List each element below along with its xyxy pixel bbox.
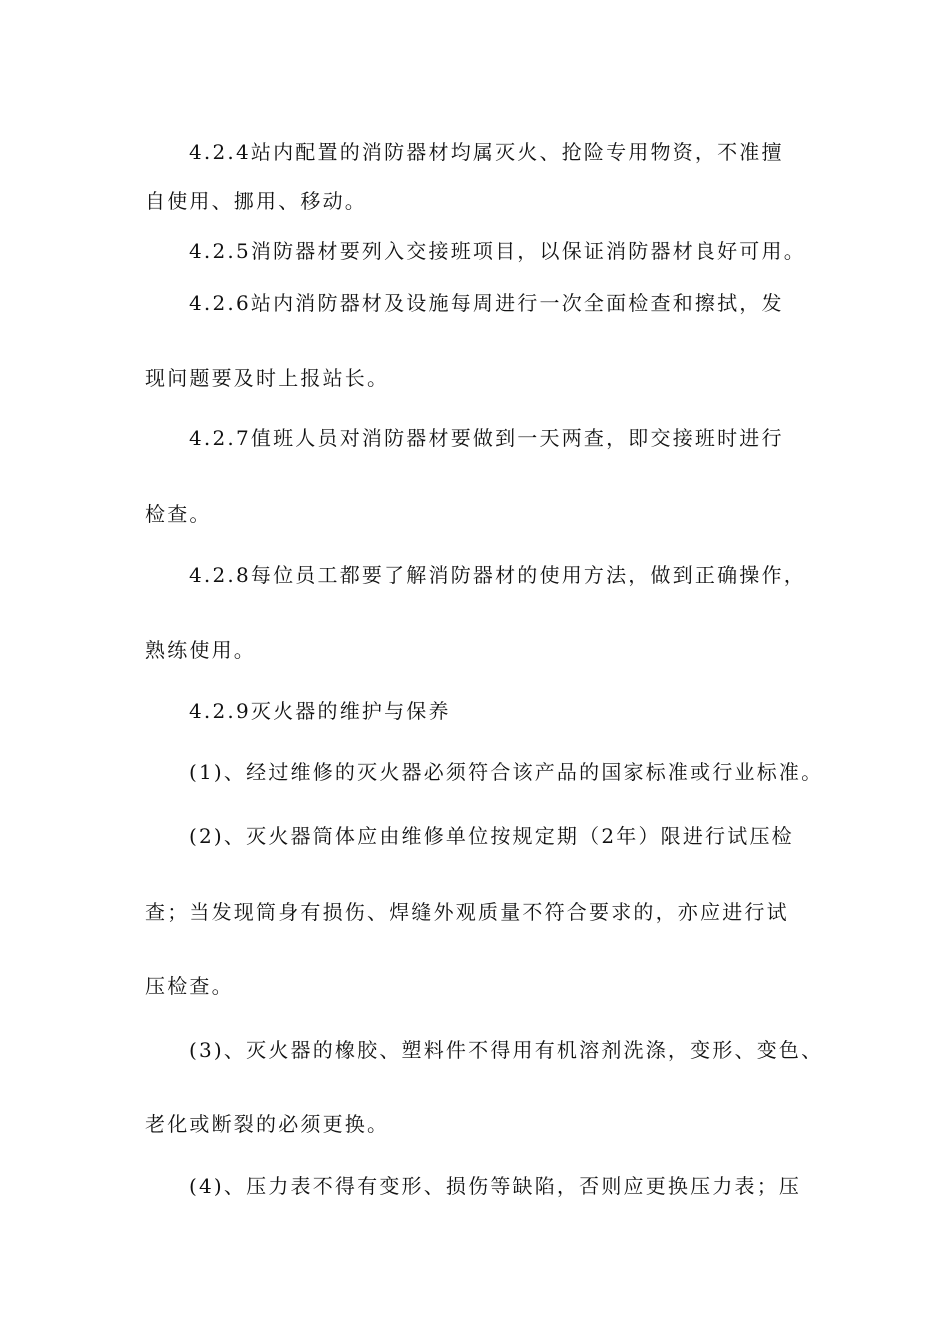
item-1: (1)、经过维修的灭火器必须符合该产品的国家标准或行业标准。 xyxy=(189,760,824,784)
paragraph-4-2-4-line-1: 4.2.4站内配置的消防器材均属灭火、抢险专用物资，不准擅 xyxy=(189,140,784,164)
paragraph-4-2-7-line-1: 4.2.7值班人员对消防器材要做到一天两查，即交接班时进行 xyxy=(189,426,784,450)
paragraph-4-2-8-line-2: 熟练使用。 xyxy=(145,638,256,662)
paragraph-4-2-4-line-2: 自使用、挪用、移动。 xyxy=(145,189,367,213)
paragraph-4-2-7-line-2: 检查。 xyxy=(145,502,212,526)
paragraph-4-2-8-line-1: 4.2.8每位员工都要了解消防器材的使用方法，做到正确操作， xyxy=(189,563,806,587)
item-2-line-1: (2)、灭火器筒体应由维修单位按规定期（2年）限进行试压检 xyxy=(189,824,794,848)
paragraph-4-2-5: 4.2.5消防器材要列入交接班项目，以保证消防器材良好可用。 xyxy=(189,239,806,263)
item-3-line-1: (3)、灭火器的橡胶、塑料件不得用有机溶剂洗涤，变形、变色、 xyxy=(189,1038,824,1062)
section-4-2-9-heading: 4.2.9灭火器的维护与保养 xyxy=(189,699,451,723)
paragraph-4-2-6-line-1: 4.2.6站内消防器材及设施每周进行一次全面检查和擦拭，发 xyxy=(189,291,784,315)
item-2-line-3: 压检查。 xyxy=(145,974,234,998)
item-3-line-2: 老化或断裂的必须更换。 xyxy=(145,1112,390,1136)
item-4-line-1: (4)、压力表不得有变形、损伤等缺陷，否则应更换压力表；压 xyxy=(189,1174,802,1198)
item-2-line-2: 查；当发现筒身有损伤、焊缝外观质量不符合要求的，亦应进行试 xyxy=(145,900,789,924)
paragraph-4-2-6-line-2: 现问题要及时上报站长。 xyxy=(145,366,390,390)
